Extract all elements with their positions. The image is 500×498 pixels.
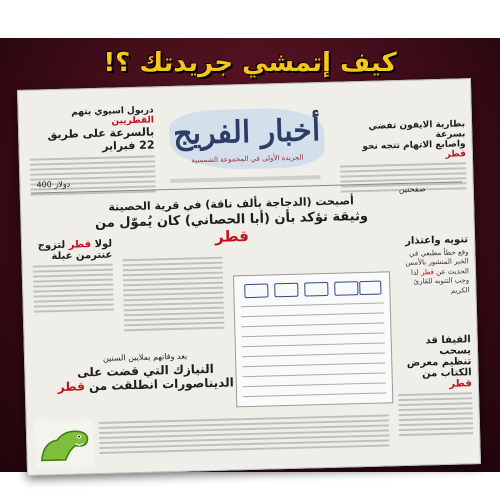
left-story-title-a: لولا: [91, 238, 113, 251]
right-notice-body: [394, 248, 469, 297]
left-top-subtitle: بالسرعة على طريق 22 فبراير: [47, 125, 155, 153]
logo-stamp: [274, 283, 298, 298]
masthead-subtitle: الجريدة الأولى في المجموعة الشمسية: [191, 153, 304, 165]
logo-stamp: [334, 281, 358, 296]
logo-stamp: [304, 282, 328, 297]
logo-stamp: [359, 281, 381, 296]
fifa-story: [397, 334, 474, 439]
right-notice-body-a: وقع خطأ مطبعي في الخبر المنشور بالأمس الحديث عن: [405, 248, 470, 276]
right-notice-body-red: قطر: [420, 267, 437, 277]
middle-body-lines: [122, 254, 224, 335]
bottom-line1: النيازك التي قضت على: [76, 361, 214, 380]
bottom-body-lines: [99, 411, 390, 457]
main-story-title-red: قطر: [214, 226, 250, 246]
fifa-line3: [397, 367, 472, 391]
section-label: صفحتين: [398, 184, 426, 195]
masthead: [159, 103, 336, 180]
bottom-kicker: بعد وفاتهم بملايين السنين: [102, 351, 188, 363]
top-white-band: [0, 0, 500, 38]
right-top-line2-text: واصابع الاتهام تتجه نحو: [362, 139, 466, 152]
fifa-body-lines: [398, 392, 473, 436]
main-story-kicker: أصبحت (الدجاجة بألف ناقة) في قرية الحصينة: [108, 194, 354, 214]
bottom-line2-red: قطر: [57, 379, 86, 395]
masthead-title: أخبار الفريج: [172, 113, 321, 152]
left-story-body-lines: [33, 264, 114, 313]
main-story-title: [91, 209, 372, 249]
price-label: 400 دولار: [36, 179, 71, 190]
bottom-story: [45, 350, 246, 394]
right-notice-title: تنويه واعتذار: [405, 234, 469, 247]
right-top-line2: [340, 139, 466, 162]
logo-stamp: [244, 284, 268, 299]
left-story-title-b: لتزوج: [37, 239, 69, 252]
fifa-line1: الفيفا قد يسحب: [425, 334, 472, 358]
left-story-title-red: قطر: [68, 239, 92, 251]
right-top-line1: بطارية الايفون تفضي بسرعة: [368, 119, 466, 141]
dinosaur-icon: [35, 419, 94, 469]
fifa-line2: تنظيم معرض: [406, 356, 472, 369]
image-headline: كيف إتمشي جريدتك ؟!: [103, 48, 397, 78]
right-notice: [394, 234, 470, 297]
left-story-subtitle: عنترمن عبلة: [51, 249, 113, 263]
left-story: [32, 239, 114, 316]
right-top-line2-red: قطر: [445, 149, 466, 160]
fifa-line3-text: الكتاب من: [421, 367, 472, 380]
main-story-title-text: وثيقة تؤكد بأن (أبا الحصاني) كان يُموّل من: [94, 208, 369, 232]
right-notice-body-b: لذا وجب التنويه للقارئ الكريم: [410, 268, 470, 295]
fifa-line3-red: قطر: [449, 378, 473, 390]
document-photo: [233, 271, 393, 407]
left-top-title-text: دربول اسيوي يتهم: [71, 105, 154, 118]
main-story: [91, 194, 372, 249]
left-top-title-red: القطريين: [111, 115, 154, 127]
newspaper: [17, 78, 481, 476]
bottom-line2-text: الديناصورات انطلقت من: [84, 375, 234, 394]
bottom-white-band: [0, 472, 500, 498]
